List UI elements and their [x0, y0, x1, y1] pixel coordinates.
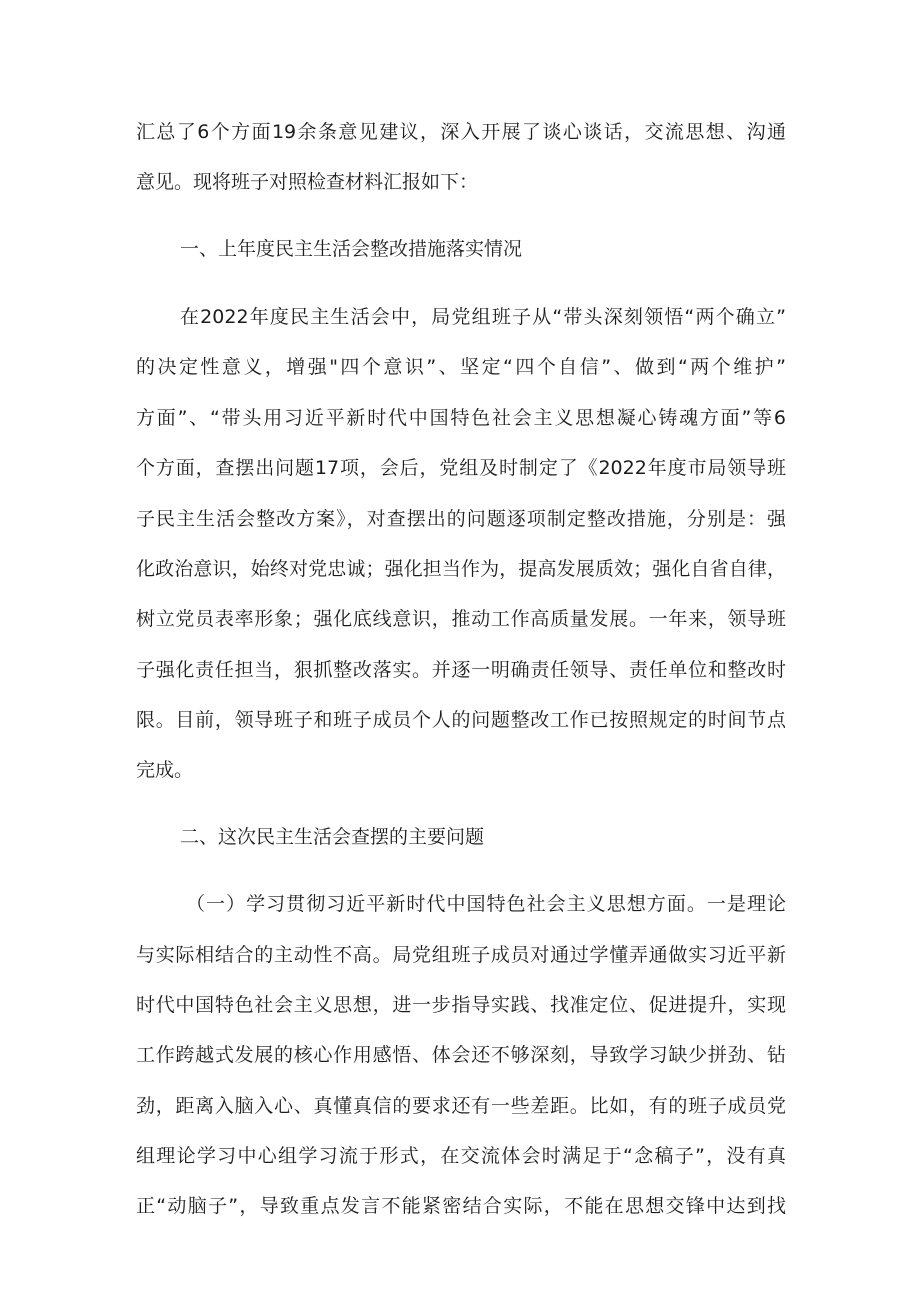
- text-line-15: （一）学习贯彻习近平新时代中国特色社会主义思想方面。一是理论: [186, 893, 786, 915]
- text-line-7: 个方面，查摆出问题17项，会后，党组及时制定了《2022年度市局领导班: [136, 457, 786, 479]
- text-line-13: 完成。: [136, 759, 194, 781]
- text-line-2: 意见。现将班子对照检查材料汇报如下：: [136, 171, 479, 193]
- section-heading-1: 一、上年度民主生活会整改措施落实情况: [180, 238, 523, 260]
- text-line-20: 组理论学习中心组学习流于形式，在交流体会时满足于“念稿子”，没有真: [136, 1145, 786, 1167]
- text-line-10: 树立党员表率形象；强化底线意识，推动工作高质量发展。一年来，领导班: [136, 608, 786, 630]
- text-line-18: 工作跨越式发展的核心作用感悟、体会还不够深刻，导致学习缺少拼劲、钻: [136, 1044, 786, 1066]
- section-heading-2: 二、这次民主生活会查摆的主要问题: [180, 826, 485, 848]
- text-line-19: 劲，距离入脑入心、真懂真信的要求还有一些差距。比如，有的班子成员党: [136, 1095, 786, 1117]
- text-line-4: 在2022年度民主生活会中，局党组班子从“带头深刻领悟“两个确立”: [180, 306, 786, 328]
- text-line-6: 方面”、“带头用习近平新时代中国特色社会主义思想凝心铸魂方面”等6: [136, 407, 786, 429]
- text-line-11: 子强化责任担当，狠抓整改落实。并逐一明确责任领导、责任单位和整改时: [136, 659, 786, 681]
- text-line-8: 子民主生活会整改方案》，对查摆出的问题逐项制定整改措施，分别是：强: [136, 508, 786, 530]
- text-line-16: 与实际相结合的主动性不高。局党组班子成员对通过学懂弄通做实习近平新: [136, 944, 786, 966]
- text-line-21: 正“动脑子”，导致重点发言不能紧密结合实际，不能在思想交锋中达到找: [136, 1195, 786, 1217]
- text-line-9: 化政治意识，始终对党忠诚；强化担当作为，提高发展质效；强化自省自律，: [136, 558, 786, 580]
- text-line-5: 的决定性意义，增强"四个意识”、坚定“四个自信”、做到“两个维护”: [136, 356, 786, 378]
- text-line-12: 限。目前，领导班子和班子成员个人的问题整改工作已按照规定的时间节点: [136, 709, 786, 731]
- text-line-17: 时代中国特色社会主义思想，进一步指导实践、找准定位、促进提升，实现: [136, 994, 786, 1016]
- text-line-1: 汇总了6个方面19余条意见建议，深入开展了谈心谈话，交流思想、沟通: [136, 121, 786, 143]
